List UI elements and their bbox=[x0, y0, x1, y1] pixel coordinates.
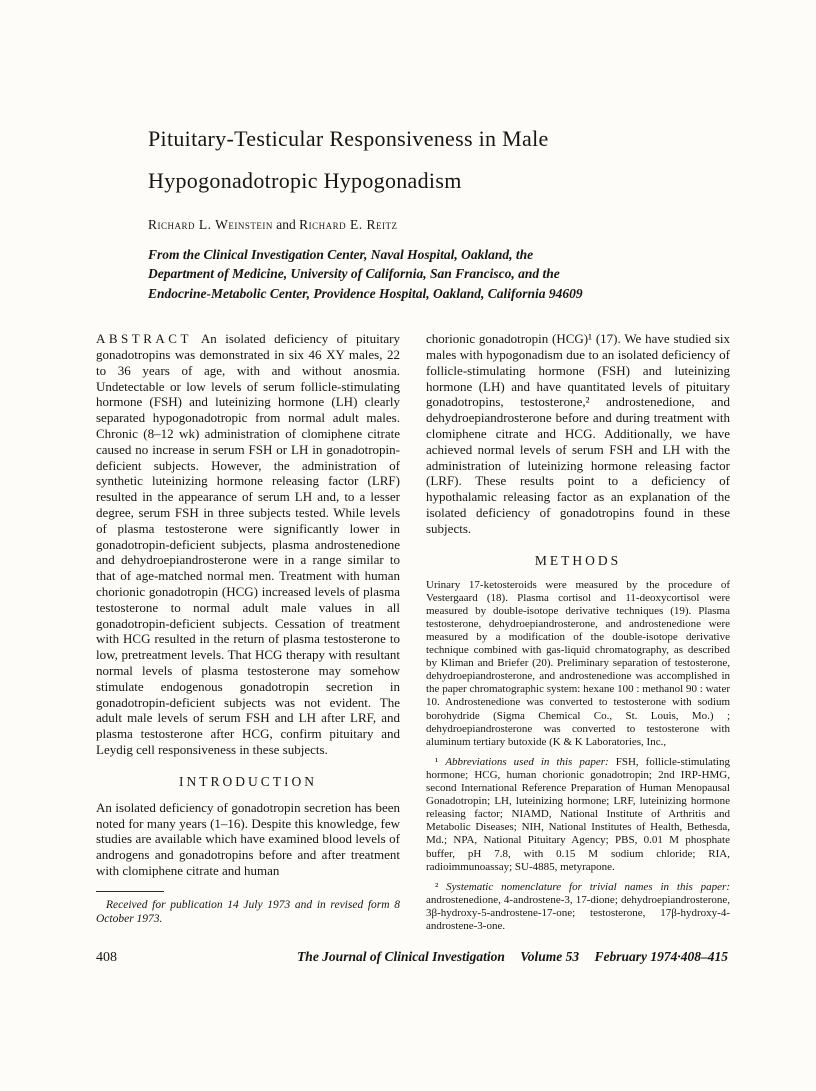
footnote-2 bbox=[426, 881, 730, 933]
introduction-heading: INTRODUCTION bbox=[179, 773, 317, 789]
paper-title-line-2: Hypogonadotropic Hypogonadism bbox=[148, 168, 462, 194]
footnote-2-lead: Systematic nomenclature for trivial names in this paper: bbox=[446, 880, 730, 893]
abstract-label: ABSTRACT bbox=[96, 331, 192, 347]
author-name: Richard E. Reitz bbox=[299, 216, 398, 232]
affiliation-block: From the Clinical Investigation Center, Naval Hospital, Oakland, the Department of Medicine, University of California, San Francisco, and the Endocrine-Metabolic Center, Providence Hospital, Oakland, California 94609 bbox=[148, 246, 583, 301]
received-note-rule bbox=[96, 891, 164, 892]
footnote-1-text: FSH, follicle-stimulating hormone; HCG, human chorionic gonadotropin; 2nd IRP-HMG, second International Reference Preparation of Human Menopausal Gonadotropin; LH, luteinizing hormone; LRF, luteinizing hormone releasing factor; NIAMD, National Institute of Arthritis and Metabolic Diseases; NIH, National Institutes of Health, Bethesda, Md.; NPA, National Pituitary Agency; PBS, 0.01 M phosphate buffer, pH 7.8, with 0.15 M sodium chloride; RIA, radioimmunoassay; SU-4885, metyrapone. bbox=[426, 755, 730, 873]
authors-line bbox=[148, 217, 720, 233]
page-number: 408 bbox=[96, 950, 117, 966]
journal-date-pages: February 1974·408–415 bbox=[594, 949, 728, 965]
methods-heading: METHODS bbox=[534, 552, 622, 568]
methods-paragraph: Urinary 17-ketosteroids were measured by the procedure of Vestergaard (18). Plasma cortisol and 11-deoxycortisol were measured by double-isotope derivative techniques (19). Plasma testosterone, dehydroepiandrosterone, and androstenedione were measured by a modification of the double-isotope derivative technique combined with gas-liquid chromatography, as described by Kliman and Briefer (20). Preliminary separation of testosterone, dehydroepiandrosterone, and androstenedione was accomplished in the paper chromatographic system: hexane 100 : methanol 90 : water 10. Androstenedione was converted to testosterone with sodium borohydride (Sigma Chemical Co., St. Louis, Mo.) ; dehydroepiandrosterone was converted to testosterone with aluminum tertiary butoxide (K & K Laboratories, Inc., bbox=[426, 578, 730, 748]
author-connector: and bbox=[272, 216, 300, 232]
footnote-2-marker: ² bbox=[435, 880, 447, 893]
right-column bbox=[426, 331, 730, 933]
journal-name: The Journal of Clinical Investigation bbox=[297, 949, 505, 965]
footnote-1-lead: Abbreviations used in this paper: bbox=[445, 755, 609, 768]
author-name: Richard L. Weinstein bbox=[148, 216, 273, 232]
paper-title-line-1: Pituitary-Testicular Responsiveness in Male bbox=[148, 126, 549, 151]
footnote-1 bbox=[426, 756, 730, 874]
abstract-text: An isolated deficiency of pituitary gonadotropins was demonstrated in six 46 XY males, 22 to 36 years of age, with and without anosmia. Undetectable or low levels of serum follicle-stimulating hormone (FSH) and luteinizing hormone (LH) clearly separated hypogonadotropic from normal adult males. Chronic (8–12 wk) administration of clomiphene citrate caused no increase in serum FSH or LH in gonadotropin-deficient subjects. However, the administration of synthetic luteinizing hormone releasing factor (LRF) resulted in the appearance of serum LH and, to a lesser degree, serum FSH in three subjects tested. While levels of plasma testosterone were significantly lower in gonadotropin-deficient subjects, plasma androstenedione and dehydroepiandrosterone were in a range similar to that of age-matched normal men. Treatment with human chorionic gonadotropin (HCG) increased levels of plasma testosterone to normal adult male values in all gonadotropin-deficient subjects. Cessation of treatment with HCG resulted in the return of plasma testosterone to low, pretreatment levels. That HCG therapy with resultant normal levels of plasma testosterone may somehow stimulate endogenous gonadotropin secretion in gonadotropin-deficient subjects was not evident. The adult male levels of serum FSH and LH after LRF, and plasma testosterone after HCG, confirm pituitary and Leydig cell responsiveness in these subjects. bbox=[96, 331, 400, 757]
journal-volume: Volume 53 bbox=[520, 949, 580, 965]
footnote-2-text: androstenedione, 4-androstene-3, 17-dione; dehydroepiandrosterone, 3β-hydroxy-5-androstene-17-one; testosterone, 17β-hydroxy-4-androstene-3-one. bbox=[426, 893, 730, 932]
abstract-paragraph bbox=[96, 331, 400, 758]
front-matter bbox=[148, 126, 720, 303]
left-column bbox=[96, 331, 400, 933]
footnote-1-marker: ¹ bbox=[435, 755, 446, 768]
page-footer bbox=[96, 949, 728, 966]
journal-footer-line bbox=[297, 949, 728, 965]
continuation-paragraph: chorionic gonadotropin (HCG)¹ (17). We have studied six males with hypogonadism due to an isolated deficiency of follicle-stimulating hormone (FSH) and luteinizing hormone (LH) and have quantitated levels of pituitary gonadotropins, testosterone,² androstenedione, and dehydroepiandrosterone before and during treatment with clomiphene citrate and HCG. Additionally, we have achieved normal levels of serum FSH and LH with the administration of luteinizing hormone releasing factor (LRF). These results point to a deficiency of hypothalamic releasing factor as an explanation of the isolated deficiency of gonadotropins found in these subjects. bbox=[426, 331, 730, 536]
received-note: Received for publication 14 July 1973 and in revised form 8 October 1973. bbox=[96, 898, 400, 926]
body-columns bbox=[96, 331, 728, 933]
introduction-paragraph: An isolated deficiency of gonadotropin secretion has been noted for many years (1–16). Despite this knowledge, few studies are available which have examined blood levels of androgens and gonadotropins before and after treatment with clomiphene citrate and human bbox=[96, 799, 400, 878]
